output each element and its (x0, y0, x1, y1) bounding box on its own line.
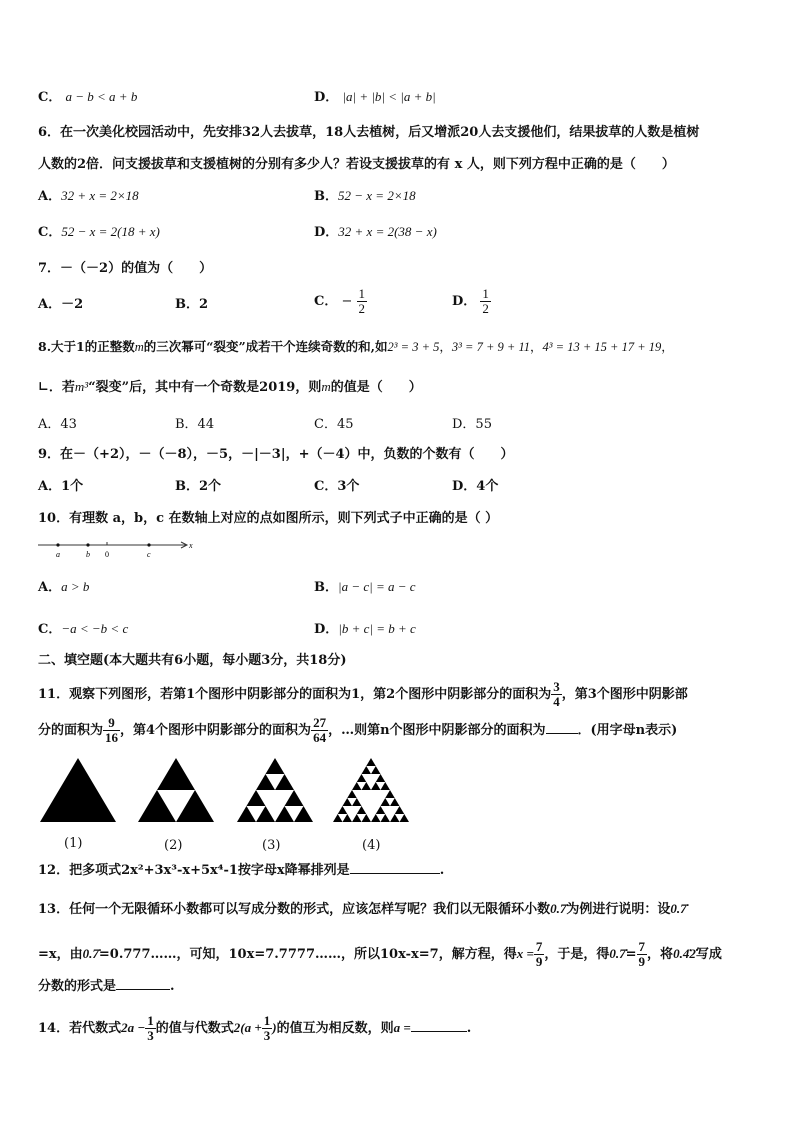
q10-option-a[interactable]: A．a > b (38, 579, 90, 595)
point-c (147, 543, 150, 546)
label-c: c (147, 550, 151, 559)
section-heading: 二、填空题(本大题共有6小题，每小题3分，共18分) (38, 653, 347, 668)
fraction: $\frac{1}{2}$ (482, 286, 489, 316)
fraction: $\frac{1}{3}$ (263, 1013, 271, 1043)
q6-stem-line2: 人数的2倍．问支援拔草和支援植树的分别有多少人？若设支援拔草的有 x 人，则下列方程中正确的是（ ） (38, 157, 675, 172)
answer-blank (411, 1031, 467, 1032)
answer-blank (350, 873, 440, 874)
answer-blank (546, 733, 578, 734)
q12-stem: 12．把多项式2x²+3x³-x+5x⁴-1按字母x降幂排列是 . (38, 863, 445, 878)
q8-option-c[interactable]: C．45 (314, 417, 354, 432)
answer-blank (116, 989, 170, 990)
q7-option-b[interactable]: B．2 (175, 297, 209, 312)
q6-option-d[interactable]: D．32 + x = 2(38 − x) (314, 224, 437, 240)
fraction: $\frac{7}{9}$ (638, 939, 646, 969)
q10-stem: 10．有理数 a，b，c 在数轴上对应的点如图所示，则下列式子中正确的是（ ） (38, 511, 499, 526)
q7-stem: 7．－（－2）的值为（ ） (38, 261, 213, 276)
q8-option-d[interactable]: D．55 (452, 417, 492, 432)
label-x: x (189, 541, 193, 550)
q14-stem: 14．若代数式2a − $\frac{1}{3}$ 的值与代数式2(a + $\frac{1}{3}$ )的值互为相反数，则a = . (38, 1013, 472, 1043)
q10-option-b[interactable]: B．|a − c| = a − c (314, 579, 416, 595)
q7-option-d[interactable]: D． $\frac{1}{2}$ (452, 286, 489, 316)
q11-stem-line2: 分的面积为 $\frac{9}{16}$ ，第4个图形中阴影部分的面积为 $\frac{27}{64}$ ，…则第n个图形中阴影部分的面积为 ．(用字母n表示) (38, 715, 678, 745)
q5-option-c[interactable]: C． a − b < a + b (38, 89, 138, 105)
q6-option-a[interactable]: A．32 + x = 2×18 (38, 188, 139, 204)
number-line-figure (38, 538, 198, 560)
fraction: $\frac{9}{16}$ (105, 715, 119, 745)
label-a: a (56, 550, 60, 559)
q8-option-a[interactable]: A．43 (38, 417, 77, 432)
figure-1-triangle (38, 756, 118, 824)
q8-stem-line1: 8.大于1的正整数m的三次幂可“裂变”成若干个连续奇数的和,如2³ = 3 + 5，3³ = 7 + 9 + 11，4³ = 13 + 15 + 17 + 19， (38, 339, 674, 354)
figure-4-triangle (331, 756, 411, 824)
q9-option-a[interactable]: A．1个 (38, 479, 84, 494)
q10-option-d[interactable]: D．|b + c| = b + c (314, 621, 416, 637)
q7-option-a[interactable]: A．－2 (38, 297, 84, 312)
q9-option-d[interactable]: D．4个 (452, 479, 499, 494)
figure-caption-4: (4) (362, 838, 381, 853)
q10-option-c[interactable]: C．−a < −b < c (38, 621, 129, 637)
q13-stem-line1: 13．任何一个无限循环小数都可以写成分数的形式，应该怎样写呢？我们以无限循环小数0.7̇为例进行说明：设0.7̇ (38, 901, 687, 917)
figure-2-triangle (136, 756, 216, 824)
figure-caption-3: (3) (262, 838, 281, 853)
q6-option-c[interactable]: C．52 − x = 2(18 + x) (38, 224, 160, 240)
q9-stem: 9．在－（+2），－（－8），－5，－|－3|，+（－4）中，负数的个数有（ ） (38, 447, 514, 462)
q13-stem-line2: =x，由0.7̇=0.777……，可知，10x=7.7777……，所以10x-x=7，解方程，得x = $\frac{7}{9}$ ，于是，得0.7̇= $\frac{7}{9}$ ，将0.4̇2̇写成 (38, 939, 722, 969)
label-b: b (86, 550, 90, 559)
figure-caption-2: (2) (164, 838, 183, 853)
q6-stem-line1: 6．在一次美化校园活动中，先安排32人去拔草，18人去植树，后又增派20人去支援他们，结果拔草的人数是植树 (38, 125, 700, 140)
fraction: $\frac{7}{9}$ (535, 939, 543, 969)
label-zero: 0 (105, 550, 109, 559)
figure-caption-1: (1) (64, 836, 83, 851)
point-a (56, 543, 59, 546)
q5-option-d[interactable]: D． |a| + |b| < |a + b| (314, 89, 436, 105)
fraction: $\frac{3}{4}$ (553, 679, 560, 709)
point-b (86, 543, 89, 546)
fraction: $\frac{27}{64}$ (313, 715, 327, 745)
q11-stem-line1: 11．观察下列图形，若第1个图形中阴影部分的面积为1，第2个图形中阴影部分的面积为 $\frac{3}{4}$ ，第3个图形中阴影部 (38, 679, 688, 709)
fraction: $\frac{1}{3}$ (147, 1013, 154, 1043)
q8-stem-line2: ∟．若m³“裂变”后，其中有一个奇数是2019，则m的值是（ ） (38, 379, 422, 395)
q8-option-b[interactable]: B．44 (175, 417, 215, 432)
q7-option-c[interactable]: C． − $\frac{1}{2}$ (314, 286, 366, 316)
fraction: $\frac{1}{2}$ (358, 286, 366, 316)
q6-option-b[interactable]: B．52 − x = 2×18 (314, 188, 416, 204)
q13-stem-line3: 分数的形式是 . (38, 979, 175, 994)
figure-3-triangle (235, 756, 315, 824)
q9-option-c[interactable]: C．3个 (314, 479, 360, 494)
q9-option-b[interactable]: B．2个 (175, 479, 222, 494)
